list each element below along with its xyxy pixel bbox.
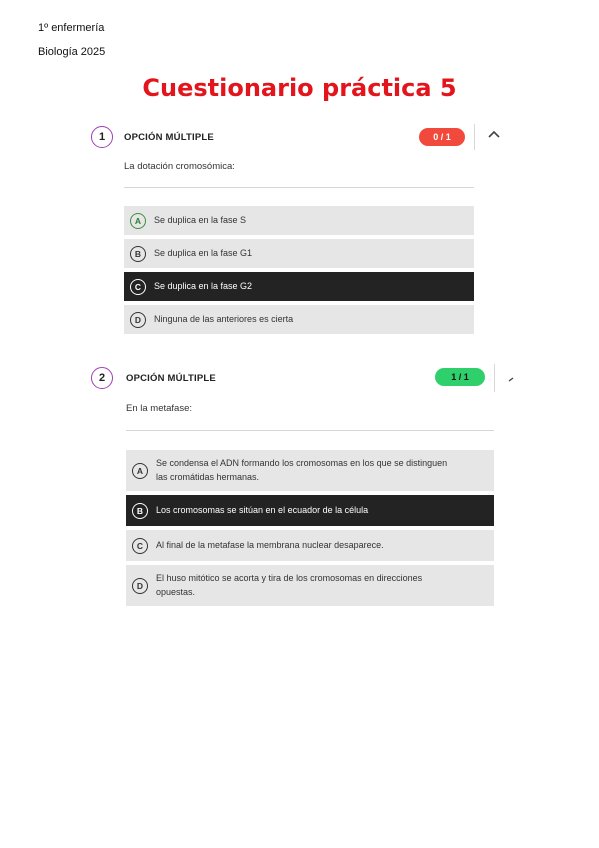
question-prompt: La dotación cromosómica: <box>124 161 235 172</box>
question-number-badge: 1 <box>91 126 113 148</box>
answer-option-c[interactable] <box>124 272 474 301</box>
option-letter-d: D <box>132 578 148 594</box>
answer-option-d[interactable] <box>124 305 474 334</box>
answer-option-d[interactable] <box>126 565 494 606</box>
option-letter-c: C <box>132 538 148 554</box>
option-text: Al final de la metafase la membrana nuclear desaparece. <box>156 539 384 550</box>
option-letter-c: C <box>130 279 146 295</box>
subject-name: Biología 2025 <box>38 46 106 58</box>
question-type-label: OPCIÓN MÚLTIPLE <box>124 132 214 143</box>
answer-option-a[interactable] <box>124 206 474 235</box>
question-number-badge: 2 <box>91 367 113 389</box>
option-text: Se duplica en la fase S <box>154 214 247 225</box>
option-letter-b: B <box>132 503 148 519</box>
option-text: Se duplica en la fase G2 <box>154 280 253 291</box>
question-prompt: En la metafase: <box>126 403 193 414</box>
answer-option-b[interactable] <box>124 239 474 268</box>
option-text: Los cromosomas se sitúan en el ecuador de la célula <box>156 504 369 515</box>
option-letter-a: A <box>130 213 146 229</box>
answer-option-b[interactable] <box>126 495 494 526</box>
course-name: 1º enfermería <box>38 22 105 34</box>
option-text: Se duplica en la fase G1 <box>154 247 253 258</box>
option-text: Se condensa el ADN formando los cromosomas en los que se distinguen las cromátidas hermanas. <box>156 458 448 482</box>
option-letter-b: B <box>130 246 146 262</box>
divider <box>124 187 474 188</box>
question-type-label: OPCIÓN MÚLTIPLE <box>126 373 216 384</box>
answer-option-c[interactable] <box>126 530 494 561</box>
score-badge: 0 / 1 <box>419 128 465 146</box>
answer-option-a[interactable] <box>126 450 494 491</box>
page-title: Cuestionario práctica 5 <box>142 74 457 102</box>
option-text: Ninguna de las anteriores es cierta <box>154 313 294 324</box>
option-letter-d: D <box>130 312 146 328</box>
header-divider <box>474 124 475 150</box>
divider <box>126 430 494 431</box>
option-letter-a: A <box>132 463 148 479</box>
chevron-up-icon[interactable] <box>487 128 501 143</box>
score-badge: 1 / 1 <box>435 368 485 386</box>
chevron-up-icon[interactable] <box>507 372 515 386</box>
header-divider <box>494 364 495 392</box>
option-text: El huso mitótico se acorta y tira de los cromosomas en direcciones opuestas. <box>156 573 423 597</box>
